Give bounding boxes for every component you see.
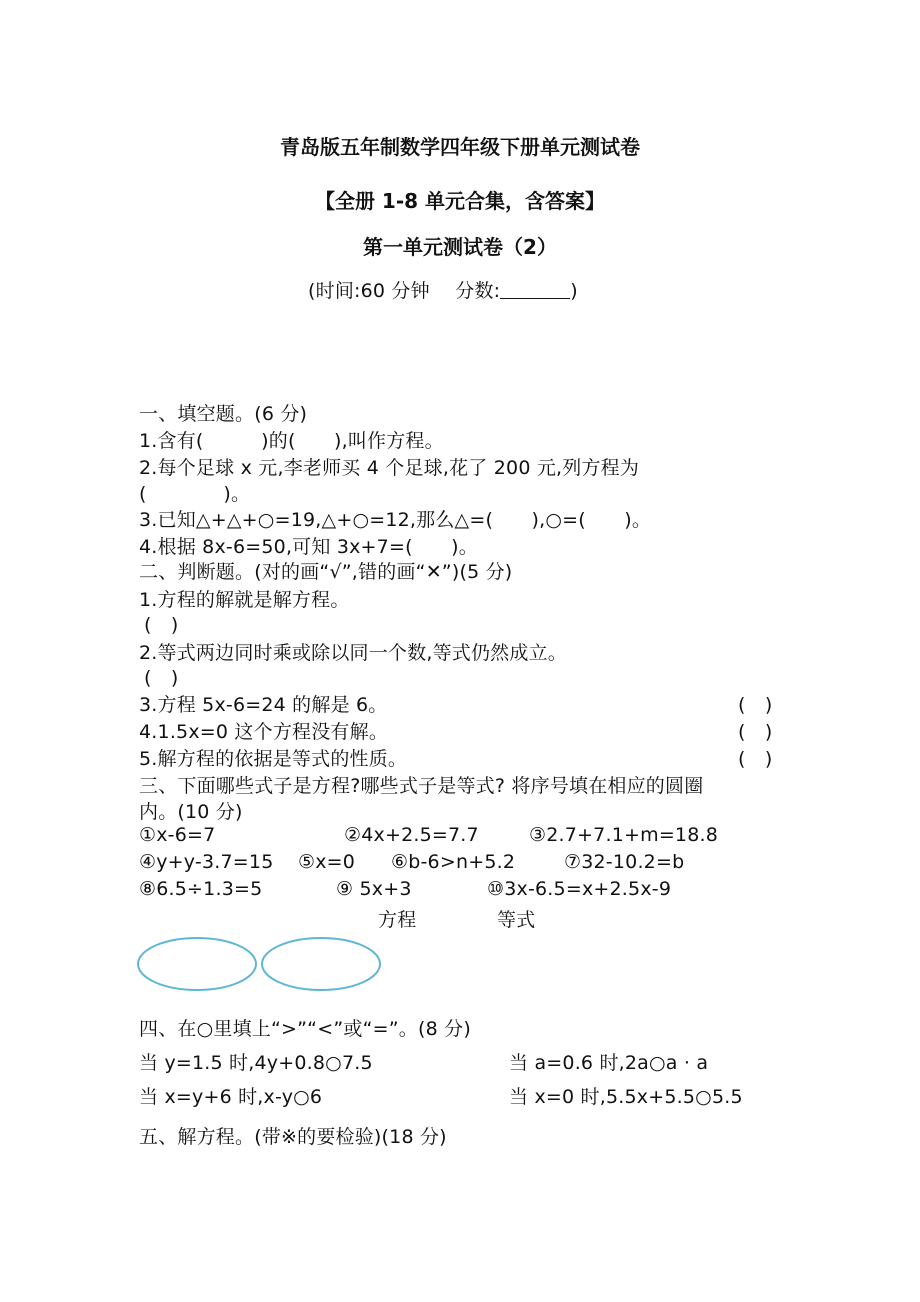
s2-q3-paren: ( ) xyxy=(738,694,773,716)
s2-q4-paren: ( ) xyxy=(738,721,773,743)
document-subtitle: 【全册 1-8 单元合集，含答案】 xyxy=(314,189,606,213)
expr-7: ⑦32-10.2=b xyxy=(564,851,685,873)
answer-ovals xyxy=(136,934,386,994)
s2-q1: 1.方程的解就是解方程。 xyxy=(139,589,350,611)
s2-q5: 5.解方程的依据是等式的性质。 xyxy=(139,748,408,770)
section2-heading: 二、判断题。(对的画“√”,错的画“✕”)(5 分) xyxy=(139,561,513,583)
s1-q2-line2: ( )。 xyxy=(139,483,251,505)
label-equation: 方程 xyxy=(378,909,417,931)
equality-oval xyxy=(262,938,380,990)
s2-q2: 2.等式两边同时乘或除以同一个数,等式仍然成立。 xyxy=(139,642,567,664)
s4-d: 当 x=0 时,5.5x+5.5○5.5 xyxy=(509,1086,743,1108)
time-score-line xyxy=(308,276,578,303)
s1-q1: 1.含有( )的( ),叫作方程。 xyxy=(139,430,444,452)
s2-q3: 3.方程 5x-6=24 的解是 6。 xyxy=(139,694,388,716)
section4-heading: 四、在○里填上“>”“<”或“=”。(8 分) xyxy=(139,1018,471,1040)
score-blank xyxy=(500,280,570,299)
label-equality: 等式 xyxy=(497,909,536,931)
s2-q1-paren: ( ) xyxy=(144,614,179,636)
expr-6: ⑥b-6>n+5.2 xyxy=(391,851,516,873)
expr-2: ②4x+2.5=7.7 xyxy=(344,824,479,846)
s2-q2-paren: ( ) xyxy=(144,667,179,689)
expr-4: ④y+y-3.7=15 xyxy=(139,851,274,873)
time-info-end: ) xyxy=(570,280,578,302)
s1-q3: 3.已知△+△+○=19,△+○=12,那么△=( ),○=( )。 xyxy=(139,509,652,531)
document-title: 青岛版五年制数学四年级下册单元测试卷 xyxy=(280,135,640,159)
expr-5: ⑤x=0 xyxy=(298,851,356,873)
s4-b: 当 a=0.6 时,2a○a · a xyxy=(509,1052,709,1074)
expr-9: ⑨ 5x+3 xyxy=(336,878,412,900)
expr-8: ⑧6.5÷1.3=5 xyxy=(139,878,263,900)
s4-a: 当 y=1.5 时,4y+0.8○7.5 xyxy=(139,1052,373,1074)
s1-q4: 4.根据 8x-6=50,可知 3x+7=( )。 xyxy=(139,536,478,558)
equation-oval xyxy=(138,938,256,990)
expr-10: ⑩3x-6.5=x+2.5x-9 xyxy=(487,878,672,900)
section3-heading-line1: 三、下面哪些式子是方程?哪些式子是等式? 将序号填在相应的圆圈 xyxy=(139,775,704,797)
expr-1: ①x-6=7 xyxy=(139,824,216,846)
unit-title: 第一单元测试卷（2） xyxy=(363,235,557,259)
section3-heading-line2: 内。(10 分) xyxy=(139,801,243,823)
section5-heading: 五、解方程。(带※的要检验)(18 分) xyxy=(139,1126,447,1148)
s1-q2-line1: 2.每个足球 x 元,李老师买 4 个足球,花了 200 元,列方程为 xyxy=(139,457,640,479)
section1-heading: 一、填空题。(6 分) xyxy=(139,403,308,425)
s2-q5-paren: ( ) xyxy=(738,748,773,770)
time-info: (时间:60 分钟 分数: xyxy=(308,280,501,302)
expr-3: ③2.7+7.1+m=18.8 xyxy=(529,824,719,846)
s4-c: 当 x=y+6 时,x-y○6 xyxy=(139,1086,323,1108)
s2-q4: 4.1.5x=0 这个方程没有解。 xyxy=(139,721,389,743)
